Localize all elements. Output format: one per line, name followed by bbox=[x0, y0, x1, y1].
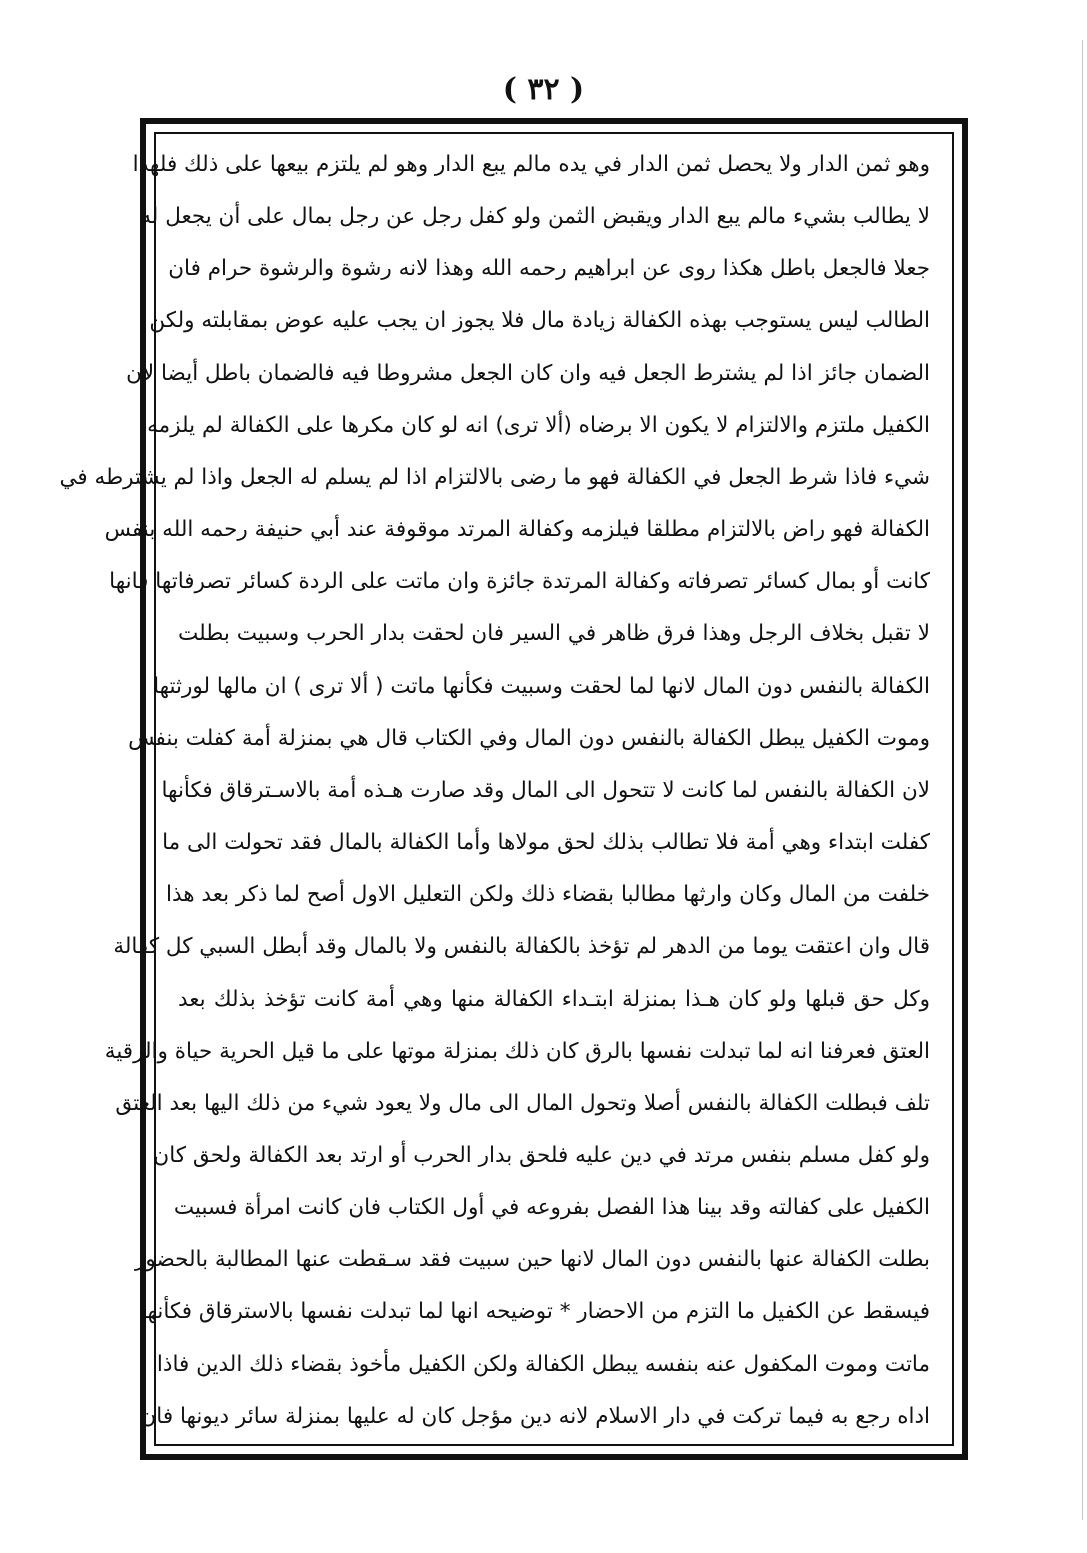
text-line: فيسقط عن الكفيل ما التزم من الاحضار * توضيحه انها لما تبدلت نفسها بالاسترقاق فكأنها bbox=[140, 1299, 930, 1325]
text-line: لان الكفالة بالنفس لما كانت لا تتحول الى المال وقد صارت هـذه أمة بالاسـترقاق فكأنها bbox=[161, 777, 930, 803]
text-line: وهو ثمن الدار ولا يحصل ثمن الدار في يده مالم يبع الدار وهو لم يلتزم بيعها على ذلك فلهذا bbox=[132, 152, 930, 177]
text-line: العتق فعرفنا انه لما تبدلت نفسها بالرق كان ذلك بمنزلة موتها على ما قيل الحرية حياة والرقية bbox=[104, 1038, 930, 1064]
text-line: اداه رجع به فيما تركت في دار الاسلام لانه دين مؤجل كان له عليها بمنزلة سائر ديونها فان bbox=[140, 1403, 930, 1429]
text-line: كانت أو بمال كسائر تصرفاته وكفالة المرتدة جائزة وان ماتت على الردة كسائر تصرفاتها فانها bbox=[109, 569, 930, 595]
text-line: الكفيل على كفالته وقد بينا هذا الفصل بفروعه في أول الكتاب فان كانت امرأة فسبيت bbox=[173, 1195, 930, 1221]
text-line: شيء فاذا شرط الجعل في الكفالة فهو ما رضى بالالتزام اذا لم يسلم له الجعل واذا لم يشترطه في bbox=[59, 464, 930, 490]
text-line: الكفيل ملتزم والالتزام لا يكون الا برضاه (ألا ترى) انه لو كان مكرها على الكفالة لم يلزمه bbox=[147, 412, 930, 438]
scan-edge-line bbox=[1082, 40, 1083, 1520]
text-line: وكل حق قبلها ولو كان هـذا بمنزلة ابتـداء الكفالة منها وهي أمة كانت تؤخذ بذلك بعد bbox=[178, 986, 930, 1012]
text-line: خلفت من المال وكان وارثها مطالبا بقضاء ذلك ولكن التعليل الاول أصح لما ذكر بعد هذا bbox=[166, 882, 930, 908]
page-number: ( ٣٢ ) bbox=[502, 72, 585, 107]
body-text bbox=[59, 148, 930, 1434]
page-border-outer bbox=[59, 118, 968, 1460]
text-line: لا يطالب بشيء مالم يبع الدار ويقبض الثمن ولو كفل رجل عن رجل بمال على أن يجعل له bbox=[140, 204, 930, 230]
text-line: جعلا فالجعل باطل هكذا روى عن ابراهيم رحمه الله وهذا لانه رشوة والرشوة حرام فان bbox=[168, 256, 930, 282]
text-line: ماتت وموت المكفول عنه بنفسه يبطل الكفالة ولكن الكفيل مأخوذ بقضاء ذلك الدين فاذا bbox=[156, 1351, 930, 1377]
text-line: الضمان جائز اذا لم يشترط الجعل فيه وان كان الجعل مشروطا فيه فالضمان باطل أيضا لان bbox=[126, 360, 930, 386]
text-line: قال وان اعتقت يوما من الدهر لم تؤخذ بالكفالة بالنفس ولا بالمال وقد أبطل السبي كل كفالة bbox=[113, 934, 930, 960]
text-line: كفلت ابتداء وهي أمة فلا تطالب بذلك لحق مولاها وأما الكفالة بالمال فقد تحولت الى ما bbox=[162, 830, 930, 856]
text-line: الكفالة فهو راض بالالتزام مطلقا فيلزمه وكفالة المرتد موقوفة عند أبي حنيفة رحمه الله بنفس bbox=[104, 517, 930, 543]
text-line: بطلت الكفالة عنها بالنفس دون المال لانها حين سبيت فقد سـقطت عنها المطالبة بالحضور bbox=[134, 1247, 930, 1273]
text-line: تلف فبطلت الكفالة بالنفس أصلا وتحول المال الى مال ولا يعود شيء من ذلك اليها بعد العتق bbox=[115, 1090, 930, 1116]
text-line: وموت الكفيل يبطل الكفالة بالنفس دون المال وفي الكتاب قال هي بمنزلة أمة كفلت بنفس bbox=[128, 725, 930, 751]
text-line: الطالب ليس يستوجب بهذه الكفالة زيادة مال فلا يجوز ان يجب عليه عوض بمقابلته ولكن bbox=[149, 308, 930, 334]
text-line: ولو كفل مسلم بنفس مرتد في دين عليه فلحق بدار الحرب أو ارتد بعد الكفالة ولحق كان bbox=[153, 1142, 930, 1168]
page-border-inner bbox=[59, 132, 954, 1446]
text-line: الكفالة بالنفس دون المال لانها لما لحقت وسبيت فكأنها ماتت ( ألا ترى ) ان مالها لورثتها bbox=[153, 673, 930, 699]
text-line: لا تقبل بخلاف الرجل وهذا فرق ظاهر في السير فان لحقت بدار الحرب وسبيت بطلت bbox=[178, 621, 930, 647]
